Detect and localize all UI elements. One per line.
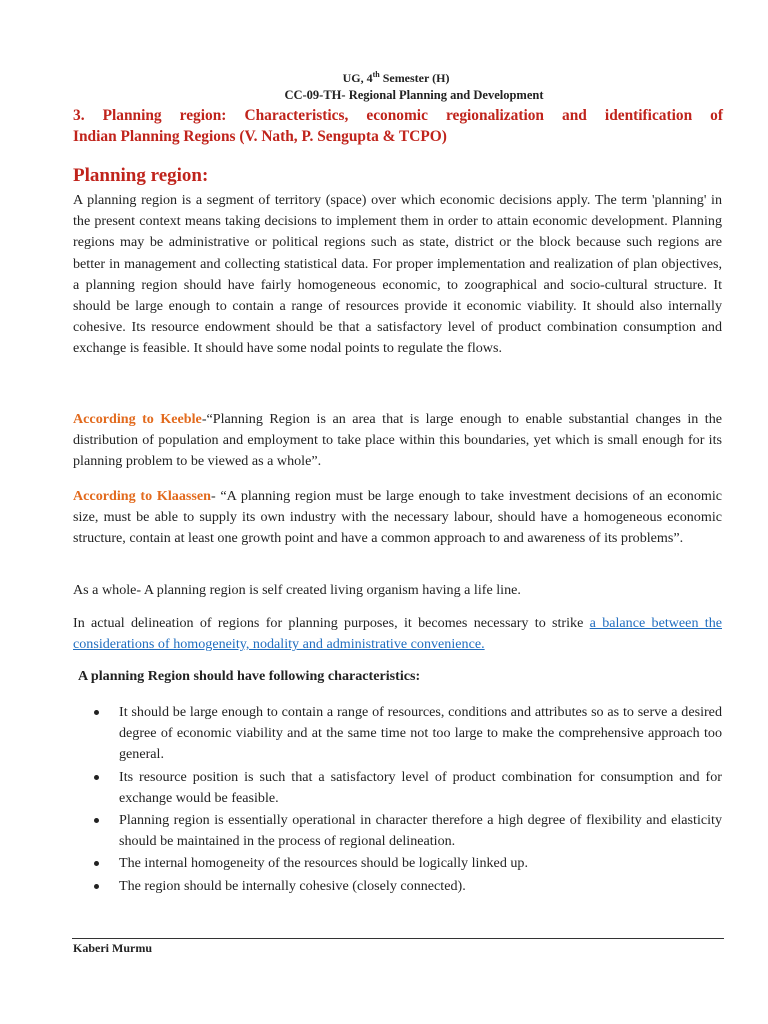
balance-link[interactable]: a balance between the considerations of homogeneity, nodality and administrative convenience. — [73, 615, 722, 653]
course-level-text: UG, 4 — [342, 71, 373, 85]
list-item-text: Planning region is essentially operational in character therefore a high degree of flexibility and elasticity should be maintained in the process of regional delineation. — [119, 812, 722, 850]
section-title-line-1: 3. Planning region: Characteristics, economic regionalization and identification of — [73, 107, 723, 124]
bullet-icon — [94, 818, 99, 823]
characteristics-heading: A planning Region should have following characteristics: — [78, 668, 421, 684]
section-title — [73, 105, 723, 147]
list-item-text: The region should be internally cohesive (closely connected). — [119, 877, 466, 894]
whole-paragraph: As a whole- A planning region is self created living organism having a life line. — [73, 582, 521, 598]
section-title-line-2: Indian Planning Regions (V. Nath, P. Sengupta & TCPO) — [73, 128, 447, 145]
klaassen-quote: - “A planning region must be large enough to take investment decisions of an economic size, must be able to supply its own industry with the necessary labour, should have a homogeneous economic structure, contain at least one growth point and have a common approach to and awareness of its problems”. — [73, 488, 722, 547]
list-item-text: Its resource position is such that a satisfactory level of product combination for consumption and for exchange would be feasible. — [119, 768, 722, 806]
list-item — [92, 853, 722, 874]
semester-text: Semester (H) — [379, 71, 450, 85]
list-item — [92, 810, 722, 852]
klaassen-paragraph — [73, 486, 722, 550]
list-item-text: It should be large enough to contain a range of resources, conditions and attributes so as to serve a desired degree of economic viability and at the same time not too large to make the comprehensive approach too general. — [119, 704, 722, 763]
bullet-icon — [94, 710, 99, 715]
characteristics-list — [92, 702, 722, 898]
list-item — [92, 702, 722, 766]
author-name: Kaberi Murmu — [73, 941, 152, 955]
list-item-text: The internal homogeneity of the resources should be logically linked up. — [119, 855, 529, 872]
delineation-paragraph — [73, 613, 722, 655]
ordinal-suffix: th — [372, 70, 380, 79]
klaassen-label: According to Klaassen — [73, 488, 211, 504]
course-title: CC-09-TH- Regional Planning and Development — [284, 88, 544, 102]
delineation-text: In actual delineation of regions for planning purposes, it becomes necessary to strike — [73, 615, 590, 631]
list-item — [92, 876, 722, 897]
keeble-paragraph — [73, 409, 722, 473]
bullet-icon — [94, 775, 99, 780]
footer-divider — [72, 938, 724, 939]
list-item — [92, 767, 722, 809]
page-header — [0, 66, 768, 104]
planning-region-heading: Planning region: — [73, 165, 209, 186]
course-level — [24, 66, 768, 87]
bullet-icon — [94, 884, 99, 889]
keeble-label: According to Keeble — [73, 411, 202, 427]
bullet-icon — [94, 861, 99, 866]
keeble-quote: -“Planning Region is an area that is large enough to enable substantial changes in the distribution of population and employment to take place within this boundaries, yet which is small enough for its planning problem to be viewed as a whole”. — [73, 411, 723, 470]
intro-paragraph: A planning region is a segment of territory (space) over which economic decisions apply. The term 'planning' in the present context means taking decisions to implement them in order to attain economic development. Planning regions may be administrative or political regions such as state, district or the block because such regions are better in management and collecting statistical data. For proper implementation and realization of plan objectives, a planning region should have fairly homogeneous economic, to zoographical and socio-cultural structure. It should be large enough to contain a range of resources provide it economic viability. It should also internally cohesive. Its resource endowment should be that a satisfactory level of product combination consumption and exchange is feasible. It should have some nodal points to regulate the flows. — [73, 192, 722, 357]
